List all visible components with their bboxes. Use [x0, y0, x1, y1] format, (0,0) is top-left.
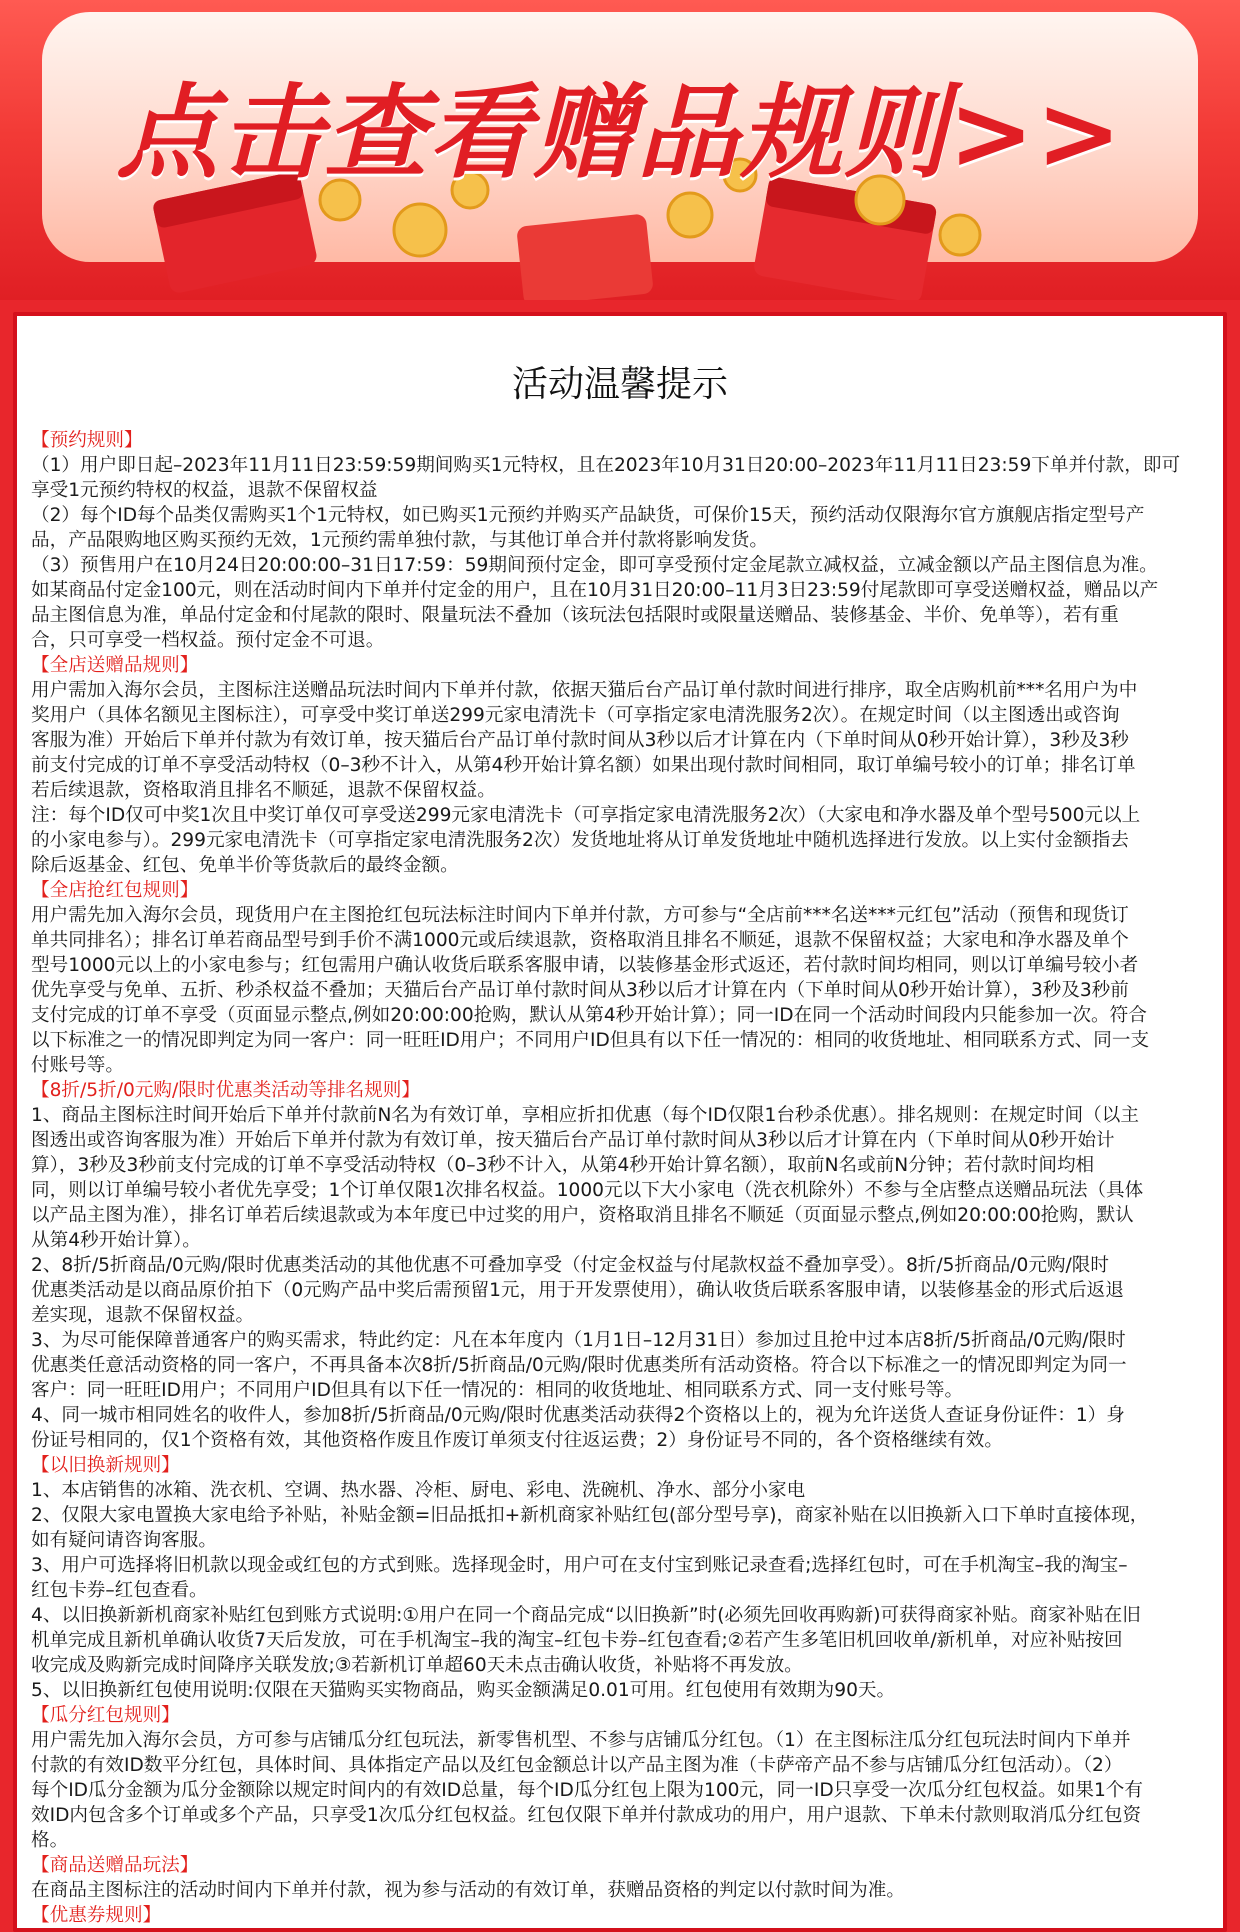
rule-line: 图透出或咨询客服为准）开始后下单并付款为有效订单，按天猫后台产品订单付款时间从3秒以后才计算在内（下单时间从0秒开始计	[31, 1130, 1115, 1151]
rule-line: （1）用户即日起–2023年11月11日23:59:59期间购买1元特权，且在2023年10月31日20:00–2023年11月11日23:59下单并付款，即可	[31, 455, 1181, 476]
rules-section	[31, 878, 1225, 1078]
rule-line: 份证号相同的，仅1个资格有效，其他资格作废且作废订单须支付往返运费；2）身份证号不同的，各个资格继续有效。	[31, 1430, 1003, 1451]
section-heading: 【全店抢红包规则】	[31, 880, 199, 901]
rule-line: 优惠类任意活动资格的同一客户，不再具备本次8折/5折商品/0元购/限时优惠类所有活动资格。符合以下标准之一的情况即判定为同一	[31, 1355, 1127, 1376]
rule-line: 4、以旧换新新机商家补贴红包到账方式说明:①用户在同一个商品完成“以旧换新”时(必须先回收再购新)可获得商家补贴。商家补贴在旧	[31, 1605, 1141, 1626]
rules-section	[31, 1903, 1225, 1928]
rule-line: 2、8折/5折商品/0元购/限时优惠类活动的其他优惠不可叠加享受（付定金权益与付尾款权益不叠加享受）。8折/5折商品/0元购/限时	[31, 1255, 1109, 1276]
rule-line: 格。	[31, 1830, 69, 1851]
rule-line: 品，产品限购地区购买预约无效，1元预约需单独付款，与其他订单合并付款将影响发货。	[31, 530, 768, 551]
section-heading: 【预约规则】	[31, 430, 143, 451]
rule-line: 优惠类活动是以商品原价拍下（0元购产品中奖后需预留1元，用于开发票使用），确认收货后联系客服申请，以装修基金的形式后返退	[31, 1280, 1124, 1301]
section-heading: 【优惠券规则】	[31, 1905, 162, 1926]
rules-section	[31, 1703, 1225, 1853]
rule-line: 机单完成且新机单确认收货7天后发放，可在手机淘宝–我的淘宝–红包卡券–红包查看;②若产生多笔旧机回收单/新机单，对应补贴按回	[31, 1630, 1123, 1651]
rule-line: 每个ID瓜分金额为瓜分金额除以规定时间内的有效ID总量，每个ID瓜分红包上限为100元，同一ID只享受一次瓜分红包权益。如果1个有	[31, 1780, 1143, 1801]
section-heading: 【商品送赠品玩法】	[31, 1855, 199, 1876]
rule-line: 支付完成的订单不享受（页面显示整点,例如20:00:00抢购，默认从第4秒开始计算）；同一ID在同一个活动时间段内只能参加一次。符合	[31, 1005, 1147, 1026]
rule-line: 5、以旧换新红包使用说明:仅限在天猫购买实物商品，购买金额满足0.01可用。红包使用有效期为90天。	[31, 1680, 896, 1701]
rule-line: 效ID内包含多个订单或多个产品，只享受1次瓜分红包权益。红包仅限下单并付款成功的用户，用户退款、下单未付款则取消瓜分红包资	[31, 1805, 1142, 1826]
activity-tips-panel	[13, 312, 1227, 1932]
rules-section	[31, 1853, 1225, 1903]
rule-line: 3、用户可选择将旧机款以现金或红包的方式到账。选择现金时，用户可在支付宝到账记录查看;选择红包时，可在手机淘宝–我的淘宝–	[31, 1555, 1128, 1576]
rules-section	[31, 653, 1225, 878]
rule-line: 优先享受与免单、五折、秒杀权益不叠加；天猫后台产品订单付款时间从3秒以后才计算在内（下单时间从0秒开始计算），3秒及3秒前	[31, 980, 1129, 1001]
section-heading: 【瓜分红包规则】	[31, 1705, 180, 1726]
rule-line: （2）每个ID每个品类仅需购买1个1元特权，如已购买1元预约并购买产品缺货，可保价15天，预约活动仅限海尔官方旗舰店指定型号产	[31, 505, 1145, 526]
section-heading: 【以旧换新规则】	[31, 1455, 180, 1476]
rule-line: 若后续退款，资格取消且排名不顺延，退款不保留权益。	[31, 780, 496, 801]
rule-line: 付款的有效ID数平分红包，具体时间、具体指定产品以及红包金额总计以产品主图为准（卡萨帝产品不参与店铺瓜分红包活动）。（2）	[31, 1755, 1123, 1776]
rule-line: 合，只可享受一档权益。预付定金不可退。	[31, 630, 385, 651]
rule-line: 型号1000元以上的小家电参与；红包需用户确认收货后联系客服申请，以装修基金形式返还，若付款时间均相同，则以订单编号较小者	[31, 955, 1139, 976]
rule-line: 4、同一城市相同姓名的收件人，参加8折/5折商品/0元购/限时优惠类活动获得2个资格以上的，视为允许送货人查证身份证件：1）身	[31, 1405, 1125, 1426]
rule-line: 单共同排名）；排名订单若商品型号到手价不满1000元或后续退款，资格取消且排名不顺延，退款不保留权益；大家电和净水器及单个	[31, 930, 1129, 951]
gold-coin-icon	[668, 193, 712, 237]
red-envelope-icon	[516, 213, 654, 300]
rule-line: 差实现，退款不保留权益。	[31, 1305, 255, 1326]
rule-line: 注：每个ID仅可中奖1次且中奖订单仅可享受送299元家电清洗卡（可享指定家电清洗服务2次）（大家电和净水器及单个型号500元以上	[31, 805, 1141, 826]
rule-line: 付账号等。	[31, 1055, 124, 1076]
section-heading: 【全店送赠品规则】	[31, 655, 199, 676]
rule-line: 1、商品主图标注时间开始后下单并付款前N名为有效订单，享相应折扣优惠（每个ID仅限1台秒杀优惠）。排名规则：在规定时间（以主	[31, 1105, 1139, 1126]
rule-line: 1、本店销售的冰箱、洗衣机、空调、热水器、冷柜、厨电、彩电、洗碗机、净水、部分小家电	[31, 1480, 806, 1501]
rule-line: 品主图信息为准，单品付定金和付尾款的限时、限量玩法不叠加（该玩法包括限时或限量送赠品、装修基金、半价、免单等），若有重	[31, 605, 1119, 626]
rule-line: 用户需先加入海尔会员，现货用户在主图抢红包玩法标注时间内下单并付款，方可参与“全店前***名送***元红包”活动（预售和现货订	[31, 905, 1129, 926]
rule-line: 算），3秒及3秒前支付完成的订单不享受活动特权（0–3秒不计入，从第4秒开始计算名额），取前N名或前N分钟；若付款时间均相	[31, 1155, 1095, 1176]
rule-line: （3）预售用户在10月24日20:00:00–31日17:59：59期间预付定金，即可享受预付定金尾款立减权益，立减金额以产品主图信息为准。	[31, 555, 1158, 576]
rule-line: 以下标准之一的情况即判定为同一客户：同一旺旺ID用户；不同用户ID但具有以下任一情况的：相同的收货地址、相同联系方式、同一支	[31, 1030, 1150, 1051]
rule-line: 同，则以订单编号较小者优先享受；1个订单仅限1次排名权益。1000元以下大小家电（洗衣机除外）不参与全店整点送赠品玩法（具体	[31, 1180, 1144, 1201]
rule-line: 以产品主图为准），排名订单若后续退款或为本年度已中过奖的用户，资格取消且排名不顺延（页面显示整点,例如20:00:00抢购，默认	[31, 1205, 1134, 1226]
rule-line: 奖用户（具体名额见主图标注），可享受中奖订单送299元家电清洗卡（可享指定家电清洗服务2次）。在规定时间（以主图透出或咨询	[31, 705, 1120, 726]
section-heading: 【8折/5折/0元购/限时优惠类活动等排名规则】	[31, 1080, 420, 1101]
rule-line: 如某商品付定金100元，则在活动时间内下单并付定金的用户，且在10月31日20:00–11月3日23:59付尾款即可享受送赠权益，赠品以产	[31, 580, 1159, 601]
rule-line: 除后返基金、红包、免单半价等货款后的最终金额。	[31, 855, 459, 876]
rule-line: 2、仅限大家电置换大家电给予补贴，补贴金额=旧品抵扣+新机商家补贴红包(部分型号享)，商家补贴在以旧换新入口下单时直接体现，	[31, 1505, 1149, 1526]
rule-line: 用户需加入海尔会员，主图标注送赠品玩法时间内下单并付款，依据天猫后台产品订单付款时间进行排序，取全店购机前***名用户为中	[31, 680, 1138, 701]
panel-title: 活动温馨提示	[511, 364, 728, 405]
rules-section	[31, 1453, 1225, 1703]
rule-line: 客户：同一旺旺ID用户；不同用户ID但具有以下任一情况的：相同的收货地址、相同联系方式、同一支付账号等。	[31, 1380, 964, 1401]
rule-line: 在商品主图标注的活动时间内下单并付款，视为参与活动的有效订单，获赠品资格的判定以付款时间为准。	[31, 1880, 905, 1901]
rule-line: 3、为尽可能保障普通客户的购买需求，特此约定：凡在本年度内（1月1日–12月31日）参加过且抢中过本店8折/5折商品/0元购/限时	[31, 1330, 1126, 1351]
rule-line: 前支付完成的订单不享受活动特权（0–3秒不计入，从第4秒开始计算名额）如果出现付款时间相同，取订单编号较小的订单；排名订单	[31, 755, 1136, 776]
rules-section	[31, 428, 1225, 653]
rule-line: 客服为准）开始后下单并付款为有效订单，按天猫后台产品订单付款时间从3秒以后才计算在内（下单时间从0秒开始计算），3秒及3秒	[31, 730, 1129, 751]
rule-line: 从第4秒开始计算）。	[31, 1230, 201, 1251]
banner[interactable]	[0, 0, 1240, 300]
banner-title[interactable]: 点击查看赠品规则>>	[116, 74, 1124, 193]
gold-coin-icon	[940, 215, 980, 255]
rule-line: 的小家电参与）。299元家电清洗卡（可享指定家电清洗服务2次）发货地址将从订单发货地址中随机选择进行发放。以上实付金额指去	[31, 830, 1129, 851]
gold-coin-icon	[394, 204, 446, 256]
rule-line: 如有疑问请咨询客服。	[31, 1530, 217, 1551]
rules-section	[31, 1078, 1225, 1453]
rule-line: 享受1元预约特权的权益，退款不保留权益	[31, 480, 378, 501]
rule-line: 用户需先加入海尔会员，方可参与店铺瓜分红包玩法，新零售机型、不参与店铺瓜分红包。（1）在主图标注瓜分红包玩法时间内下单并	[31, 1730, 1131, 1751]
rule-line: 收完成及购新完成时间降序关联发放;③若新机订单超60天未点击确认收货，补贴将不再发放。	[31, 1655, 803, 1676]
rule-line: 红包卡券–红包查看。	[31, 1580, 208, 1601]
rules-content	[31, 428, 1225, 1928]
